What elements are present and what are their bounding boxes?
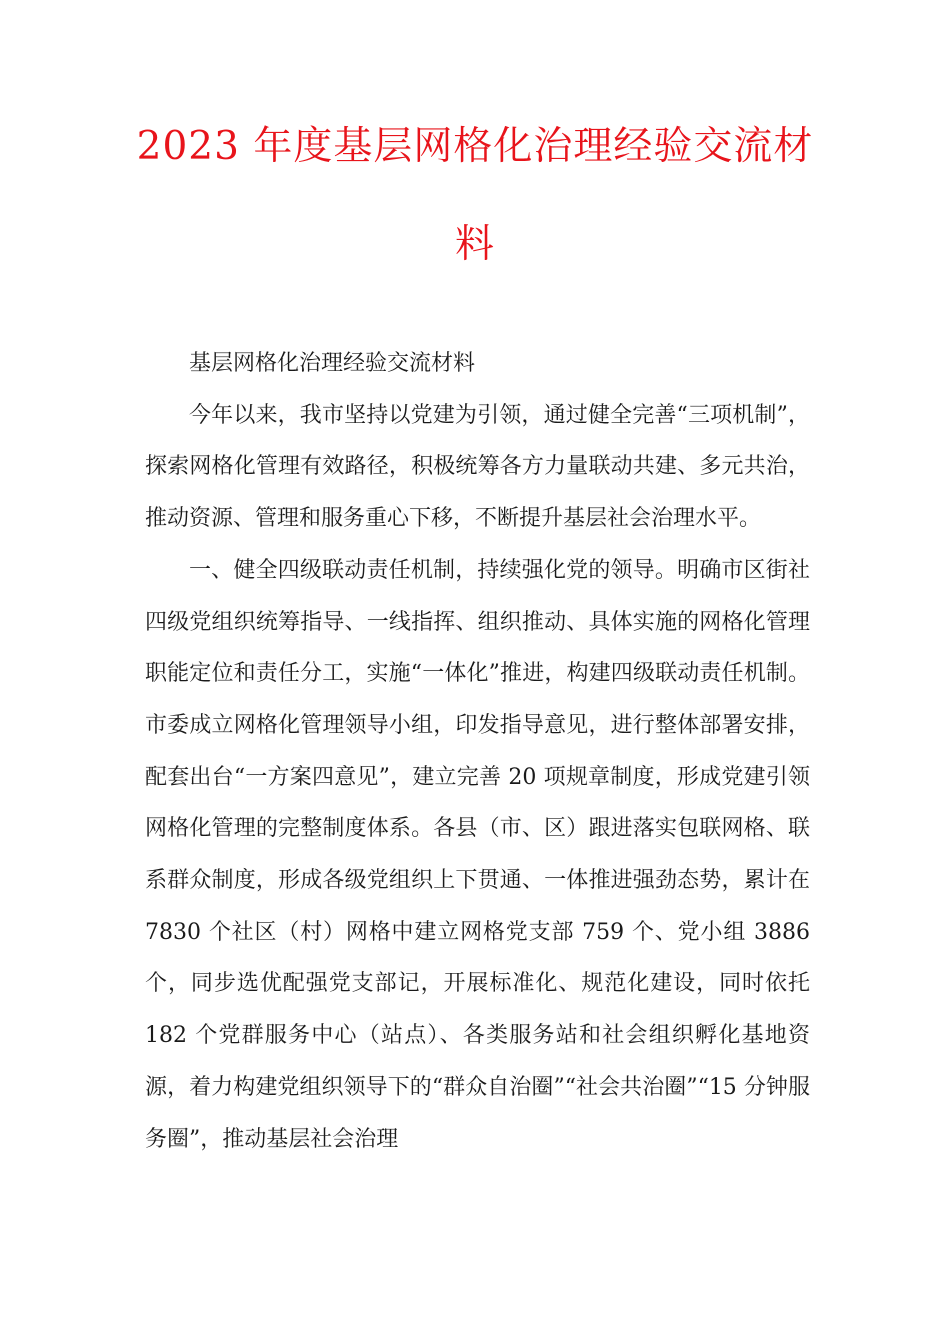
document-title-line-1: 2023 年度基层网格化治理经验交流材 <box>136 124 814 169</box>
document-body <box>145 338 810 1165</box>
document-subtitle: 基层网格化治理经验交流材料 <box>189 351 476 376</box>
document-title-line-2: 料 <box>454 222 495 267</box>
paragraph-section-1: 一、健全四级联动责任机制，持续强化党的领导。明确市区街社四级党组织统筹指导、一线指挥、组织推动、具体实施的网格化管理职能定位和责任分工，实施“一体化”推进，构建四级联动责任机制。市委成立网格化管理领导小组，印发指导意见，进行整体部署安排，配套出台“一方案四意见”，建立完善 20 项规章制度，形成党建引领网格化管理的完整制度体系。各县（市、区）跟进落实包联网格、联系群众制度，形成各级党组织上下贯通、一体推进强劲态势，累计在 7830 个社区（村）网格中建立网格党支部 759 个、党小组 3886 个，同步选优配强党支部记，开展标准化、规范化建设，同时依托 182 个党群服务中心（站点）、各类服务站和社会组织孵化基地资源，着力构建党组织领导下的“群众自治圈”“社会共治圈”“15 分钟服务圈”，推动基层社会治理 <box>145 557 810 1152</box>
paragraph-intro: 今年以来，我市坚持以党建为引领，通过健全完善“三项机制”，探索网格化管理有效路径，积极统筹各方力量联动共建、多元共治，推动资源、管理和服务重心下移，不断提升基层社会治理水平。 <box>145 402 810 532</box>
